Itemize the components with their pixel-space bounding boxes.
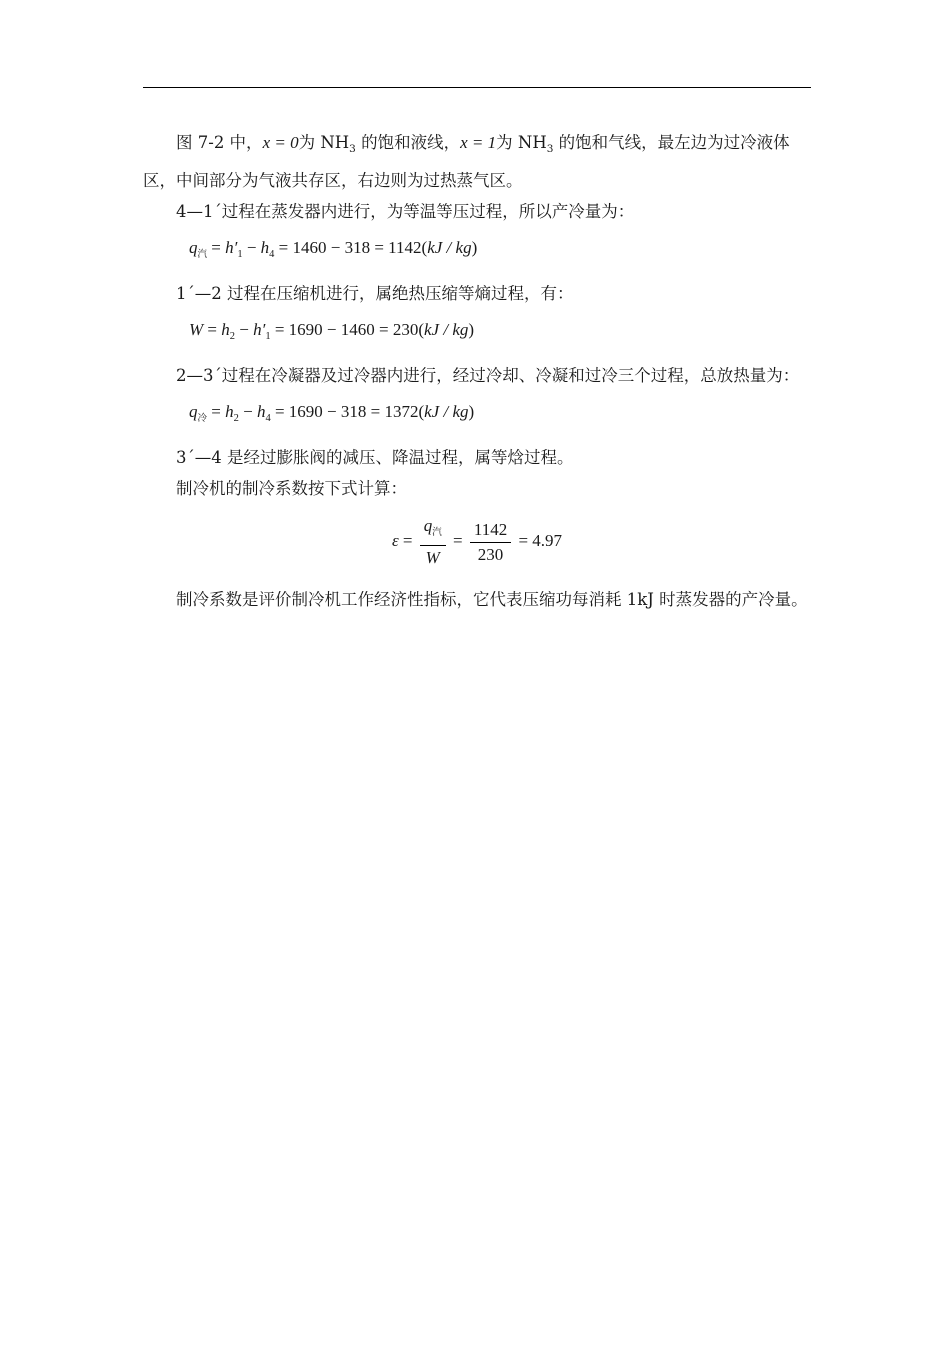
eq3-h2: h xyxy=(225,402,234,421)
math-x-equals-0: x = 0 xyxy=(262,133,299,152)
paragraph-1 xyxy=(143,127,811,196)
eq1-h4: h xyxy=(260,238,270,257)
equation-1 xyxy=(189,233,811,270)
eq3-equals: = xyxy=(207,402,226,421)
eq2-h1-sub: 1 xyxy=(265,331,271,342)
eq4-num1: q xyxy=(423,516,433,535)
eq1-unit: kJ / kg xyxy=(427,238,472,257)
eq3-h4: h xyxy=(256,402,266,421)
header-rule xyxy=(143,87,811,88)
eq2-unit: kJ / kg xyxy=(424,320,469,339)
eq4-frac1-numerator xyxy=(420,516,446,546)
eq1-rest: = 1460 − 318 = 1142( xyxy=(274,238,428,257)
paragraph-2: 4—1´过程在蒸发器内进行，为等温等压过程，所以产冷量为： xyxy=(176,202,635,221)
eq2-close: ) xyxy=(468,320,475,339)
equation-4-cop xyxy=(143,516,811,568)
document-body xyxy=(143,127,811,615)
eq3-h4-sub: 4 xyxy=(265,413,271,424)
eq1-h1: h′ xyxy=(225,238,238,257)
eq1-equals: = xyxy=(207,238,226,257)
p1-text-c: 的饱和液线， xyxy=(355,133,461,152)
eq3-unit: kJ / kg xyxy=(424,402,469,421)
eq4-fraction-1 xyxy=(420,516,446,568)
paragraph-6: 制冷机的制冷系数按下式计算： xyxy=(176,479,407,498)
eq3-close: ) xyxy=(468,402,475,421)
eq4-epsilon: ε xyxy=(391,530,399,550)
paragraph-3: 1´—2 过程在压缩机进行，属绝热压缩等熵过程，有： xyxy=(176,284,574,303)
eq2-equals: = xyxy=(203,320,222,339)
eq1-minus: − xyxy=(242,238,261,257)
paragraph-5: 3´—4 是经过膨胀阀的减压、降温过程，属等焓过程。 xyxy=(176,448,574,467)
paragraph-7: 制冷系数是评价制冷机工作经济性指标，它代表压缩功每消耗 1kJ 时蒸发器的产冷量。 xyxy=(176,590,808,609)
eq3-lhs: q xyxy=(189,402,198,421)
eq4-frac2-denominator: 230 xyxy=(477,544,504,564)
eq1-lhs: q xyxy=(189,238,198,257)
eq4-fraction-2 xyxy=(470,520,511,565)
math-x-equals-1: x = 1 xyxy=(460,133,497,152)
eq2-h1: h′ xyxy=(253,320,266,339)
eq2-h2: h xyxy=(221,320,230,339)
eq3-rest: = 1690 − 318 = 1372( xyxy=(270,402,425,421)
p1-text-e: 的饱和气线，最左边为过冷液体区，中间部分为气液共存区，右边则为过热蒸气区。 xyxy=(143,133,790,190)
equation-2 xyxy=(189,315,811,352)
eq4-result: = 4.97 xyxy=(514,530,563,550)
eq4-frac2-numerator: 1142 xyxy=(470,520,511,543)
p1-text-a: 图 7-2 中， xyxy=(176,133,263,152)
eq2-lhs: W xyxy=(189,320,204,339)
eq2-minus: − xyxy=(235,320,254,339)
eq3-minus: − xyxy=(238,402,257,421)
eq1-h1-sub: 1 xyxy=(237,249,243,260)
eq4-equals-1: = xyxy=(398,530,417,550)
p1-subscript-b: 3 xyxy=(349,143,356,155)
eq4-frac1-denominator: W xyxy=(425,548,440,567)
eq3-lhs-sub: 冷 xyxy=(197,414,208,424)
equation-3 xyxy=(189,397,811,434)
p1-subscript-d: 3 xyxy=(546,143,554,155)
eq3-h2-sub: 2 xyxy=(233,413,239,424)
eq1-lhs-sub: 汽 xyxy=(197,250,208,260)
eq1-h4-sub: 4 xyxy=(269,249,275,260)
p1-text-b: 为 NH xyxy=(298,133,350,152)
eq1-close: ) xyxy=(471,238,478,257)
eq2-h2-sub: 2 xyxy=(229,331,236,342)
eq4-equals-2: = xyxy=(448,530,467,550)
eq2-rest: = 1690 − 1460 = 230( xyxy=(270,320,425,339)
eq4-num1-sub: 汽 xyxy=(432,528,442,538)
paragraph-4: 2—3´过程在冷凝器及过冷器内进行，经过冷却、冷凝和过冷三个过程，总放热量为： xyxy=(176,366,800,385)
p1-text-d: 为 NH xyxy=(496,133,547,152)
